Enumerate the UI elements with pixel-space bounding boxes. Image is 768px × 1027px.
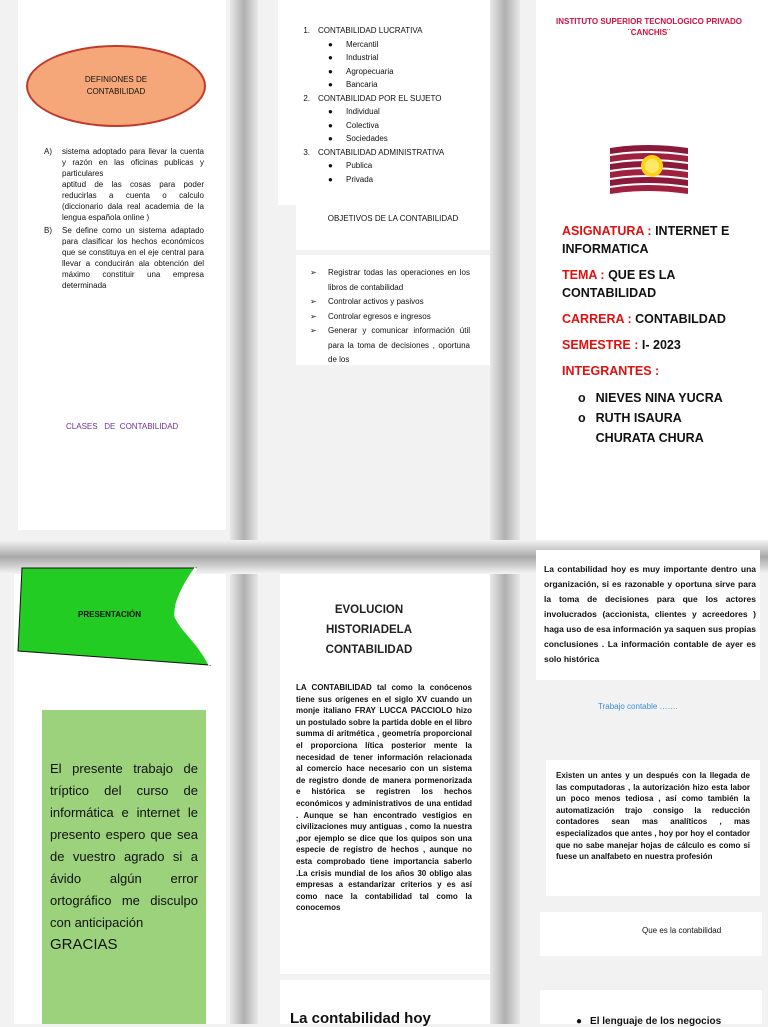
trabajo-contable-paragraph: Existen un antes y un después con la llegada de las computadoras , la autorización hizo esta labor un poco menos tediosa , así como también la automatización trajo consigo la reducción contadores sean mas analíticos , mas especializados que antes , hoy por hoy el contador que no sabe manejar hojas de cálculo es como si fuese un analfabeto en nuestra profesión <box>556 771 750 862</box>
clase-1 <box>296 24 486 92</box>
bullet-icon: ● <box>328 134 333 143</box>
carrera-value: CONTABILDAD <box>635 312 726 326</box>
clase-3 <box>296 146 486 187</box>
bullet-icon: ● <box>328 120 333 130</box>
integrantes-label: INTEGRANTES : <box>562 364 660 378</box>
clase-3-item: Privada <box>346 174 374 184</box>
bullet-icon: ● <box>328 161 333 170</box>
member-item: o RUTH ISAURA CHURATA CHURA <box>578 408 752 448</box>
definitions-oval <box>26 45 206 127</box>
definition-a-text: sistema adoptado para llevar la cuenta y razón en las oficinas publicas y particulares <box>62 147 204 178</box>
fold-line-2 <box>490 0 520 1024</box>
tema-value: QUE ES LA CONTABILIDAD <box>562 268 675 300</box>
lenguaje-text: El lenguaje de los negocios <box>590 1016 722 1027</box>
definition-b-marker: B) <box>44 226 52 235</box>
member-bullet-icon: o <box>578 411 586 425</box>
definition-b-text: Se define como un sistema adaptado para clasificar los hechos económicos que se constituya en el eje central para llevar a conducirán ala obtención del máximo constituir una empresa determinada <box>62 226 204 290</box>
institute-logo <box>608 140 690 196</box>
member-bullet-icon: o <box>578 391 586 405</box>
definition-a-continuation: aptitud de las cosas para poder reducirlas a cuenta o calculo (diccionario dala real academia de la lengua española online ) <box>62 180 204 222</box>
clase-3-number: 3. <box>303 147 310 157</box>
clases-label: CLASES DE CONTABILIDAD <box>66 422 179 431</box>
clase-2-item: Sociedades <box>346 134 388 143</box>
asignatura-line <box>562 222 752 258</box>
definition-a-marker: A) <box>44 147 52 156</box>
carrera-label: CARRERA : <box>562 312 632 326</box>
bullet-icon: ● <box>328 107 333 116</box>
contabilidad-hoy-intro: La contabilidad hoy es muy importante dentro una organización, si es razonable y oportuna sirve para la toma de decisiones para que los actores involucrados (accionista, clientes y acreedores ) haga uso de esa información ya saquen sus propias conclusiones . La información contable de ayer es solo histórica <box>544 564 756 664</box>
asignatura-label: ASIGNATURA : <box>562 224 652 238</box>
institute-name: INSTITUTO SUPERIOR TECNOLOGICO PRIVADO ¨CANCHIS¨ <box>556 17 742 37</box>
objetivo-item: ➢ Controlar activos y pasivos <box>310 295 470 310</box>
tema-line <box>562 266 752 302</box>
arrow-bullet-icon: ➢ <box>310 326 317 335</box>
evolucion-body: LA CONTABILIDAD tal como la conócenos tiene sus orígenes en el siglo XV cuando un monje italiano FRAY LUCCA PACCIOLO hizo un postulado sobre la partida doble en el libro summa di aritmética , geometría proporcional el proporciona lítica posterior mente la necesidad de tener información relacionada al comercio hace necesario con un sistema de registro donde de manera pormenorizada e histórica se registren los hechos económicos y administrativos de una entidad . Aunque se han encontrado vestigios en civilizaciones muy antiguas , como la nuestra ,por ejemplo se dice que los quipos son una especie de registro de hechos , aunque no esta comprobado tiene importancia saberlo .La crisis mundial de los años 30 obligo alas empresas a estandarizar criterios y es así como nace la contabilidad tal como la conocemos <box>296 683 472 913</box>
definitions-label: DEFINIONES DE CONTABILIDAD <box>84 75 148 96</box>
bullet-icon: ● <box>576 1016 583 1027</box>
clase-1-title: CONTABILIDAD LUCRATIVA <box>318 26 423 35</box>
clase-2-number: 2. <box>303 93 310 103</box>
bullet-icon: ● <box>328 39 333 49</box>
definitions-list <box>44 146 204 291</box>
contabilidad-hoy-heading: La contabilidad hoy <box>290 1010 431 1027</box>
clase-2-item: Colectiva <box>346 120 379 130</box>
objetivo-item: ➢ Controlar egresos e ingresos <box>310 310 470 325</box>
fold-line-1 <box>230 0 258 1024</box>
clases-list <box>296 24 486 186</box>
member-item: o NIEVES NINA YUCRA <box>578 388 752 408</box>
clase-1-item: Mercantil <box>346 39 379 49</box>
info-block <box>562 222 752 448</box>
clase-1-number: 1. <box>303 26 310 35</box>
bullet-icon: ● <box>328 174 333 184</box>
evolucion-title: EVOLUCION HISTORIADELA CONTABILIDAD <box>325 604 413 656</box>
presentation-message: El presente trabajo de tríptico del curso de informática e internet le presento espero que sea de vuestro agrado si a ávido algún error ortográfico me disculpo con anticipación <box>50 761 198 930</box>
tema-label: TEMA : <box>562 268 605 282</box>
carrera-line <box>562 310 752 328</box>
objetivos-title-box <box>296 200 490 250</box>
bullet-icon: ● <box>328 66 333 76</box>
clase-1-item: Industrial <box>346 53 379 62</box>
objetivo-item: ➢ Registrar todas las operaciones en los libros de contabilidad <box>310 266 470 295</box>
bullet-icon: ● <box>328 53 333 62</box>
arrow-bullet-icon: ➢ <box>310 297 317 306</box>
clase-3-item: Publica <box>346 161 373 170</box>
members-list <box>562 388 752 448</box>
bullet-icon: ● <box>328 80 333 89</box>
clase-2 <box>296 92 486 146</box>
presentation-message-box <box>42 710 206 1024</box>
lenguaje-item <box>576 1016 721 1027</box>
que-es-label: Que es la contabilidad <box>642 926 722 935</box>
arrow-bullet-icon: ➢ <box>310 268 317 277</box>
clase-1-item: Bancaria <box>346 80 378 89</box>
clase-2-item: Individual <box>346 107 380 116</box>
arrow-bullet-icon: ➢ <box>310 311 317 321</box>
objetivos-title: OBJETIVOS DE LA CONTABILIDAD <box>327 214 459 223</box>
presentacion-label: PRESENTACIÓN <box>78 610 141 619</box>
semestre-line <box>562 336 752 354</box>
definition-a <box>44 146 204 223</box>
gracias-text: GRACIAS <box>50 936 118 953</box>
trabajo-contable-label: Trabajo contable ……. <box>598 702 678 711</box>
asignatura-value: INTERNET E INFORMATICA <box>562 224 730 256</box>
objetivo-item: ➢ Generar y comunicar información útil para la toma de decisiones , oportuna de los <box>310 324 470 368</box>
clase-3-title: CONTABILIDAD ADMINISTRATIVA <box>318 147 445 157</box>
objetivos-list <box>310 266 470 368</box>
semestre-value: I- 2023 <box>641 338 681 352</box>
clase-1-item: Agropecuaria <box>346 66 394 76</box>
semestre-label: SEMESTRE : <box>562 338 639 352</box>
clase-2-title: CONTABILIDAD POR EL SUJETO <box>318 93 442 103</box>
definition-b <box>44 225 204 291</box>
